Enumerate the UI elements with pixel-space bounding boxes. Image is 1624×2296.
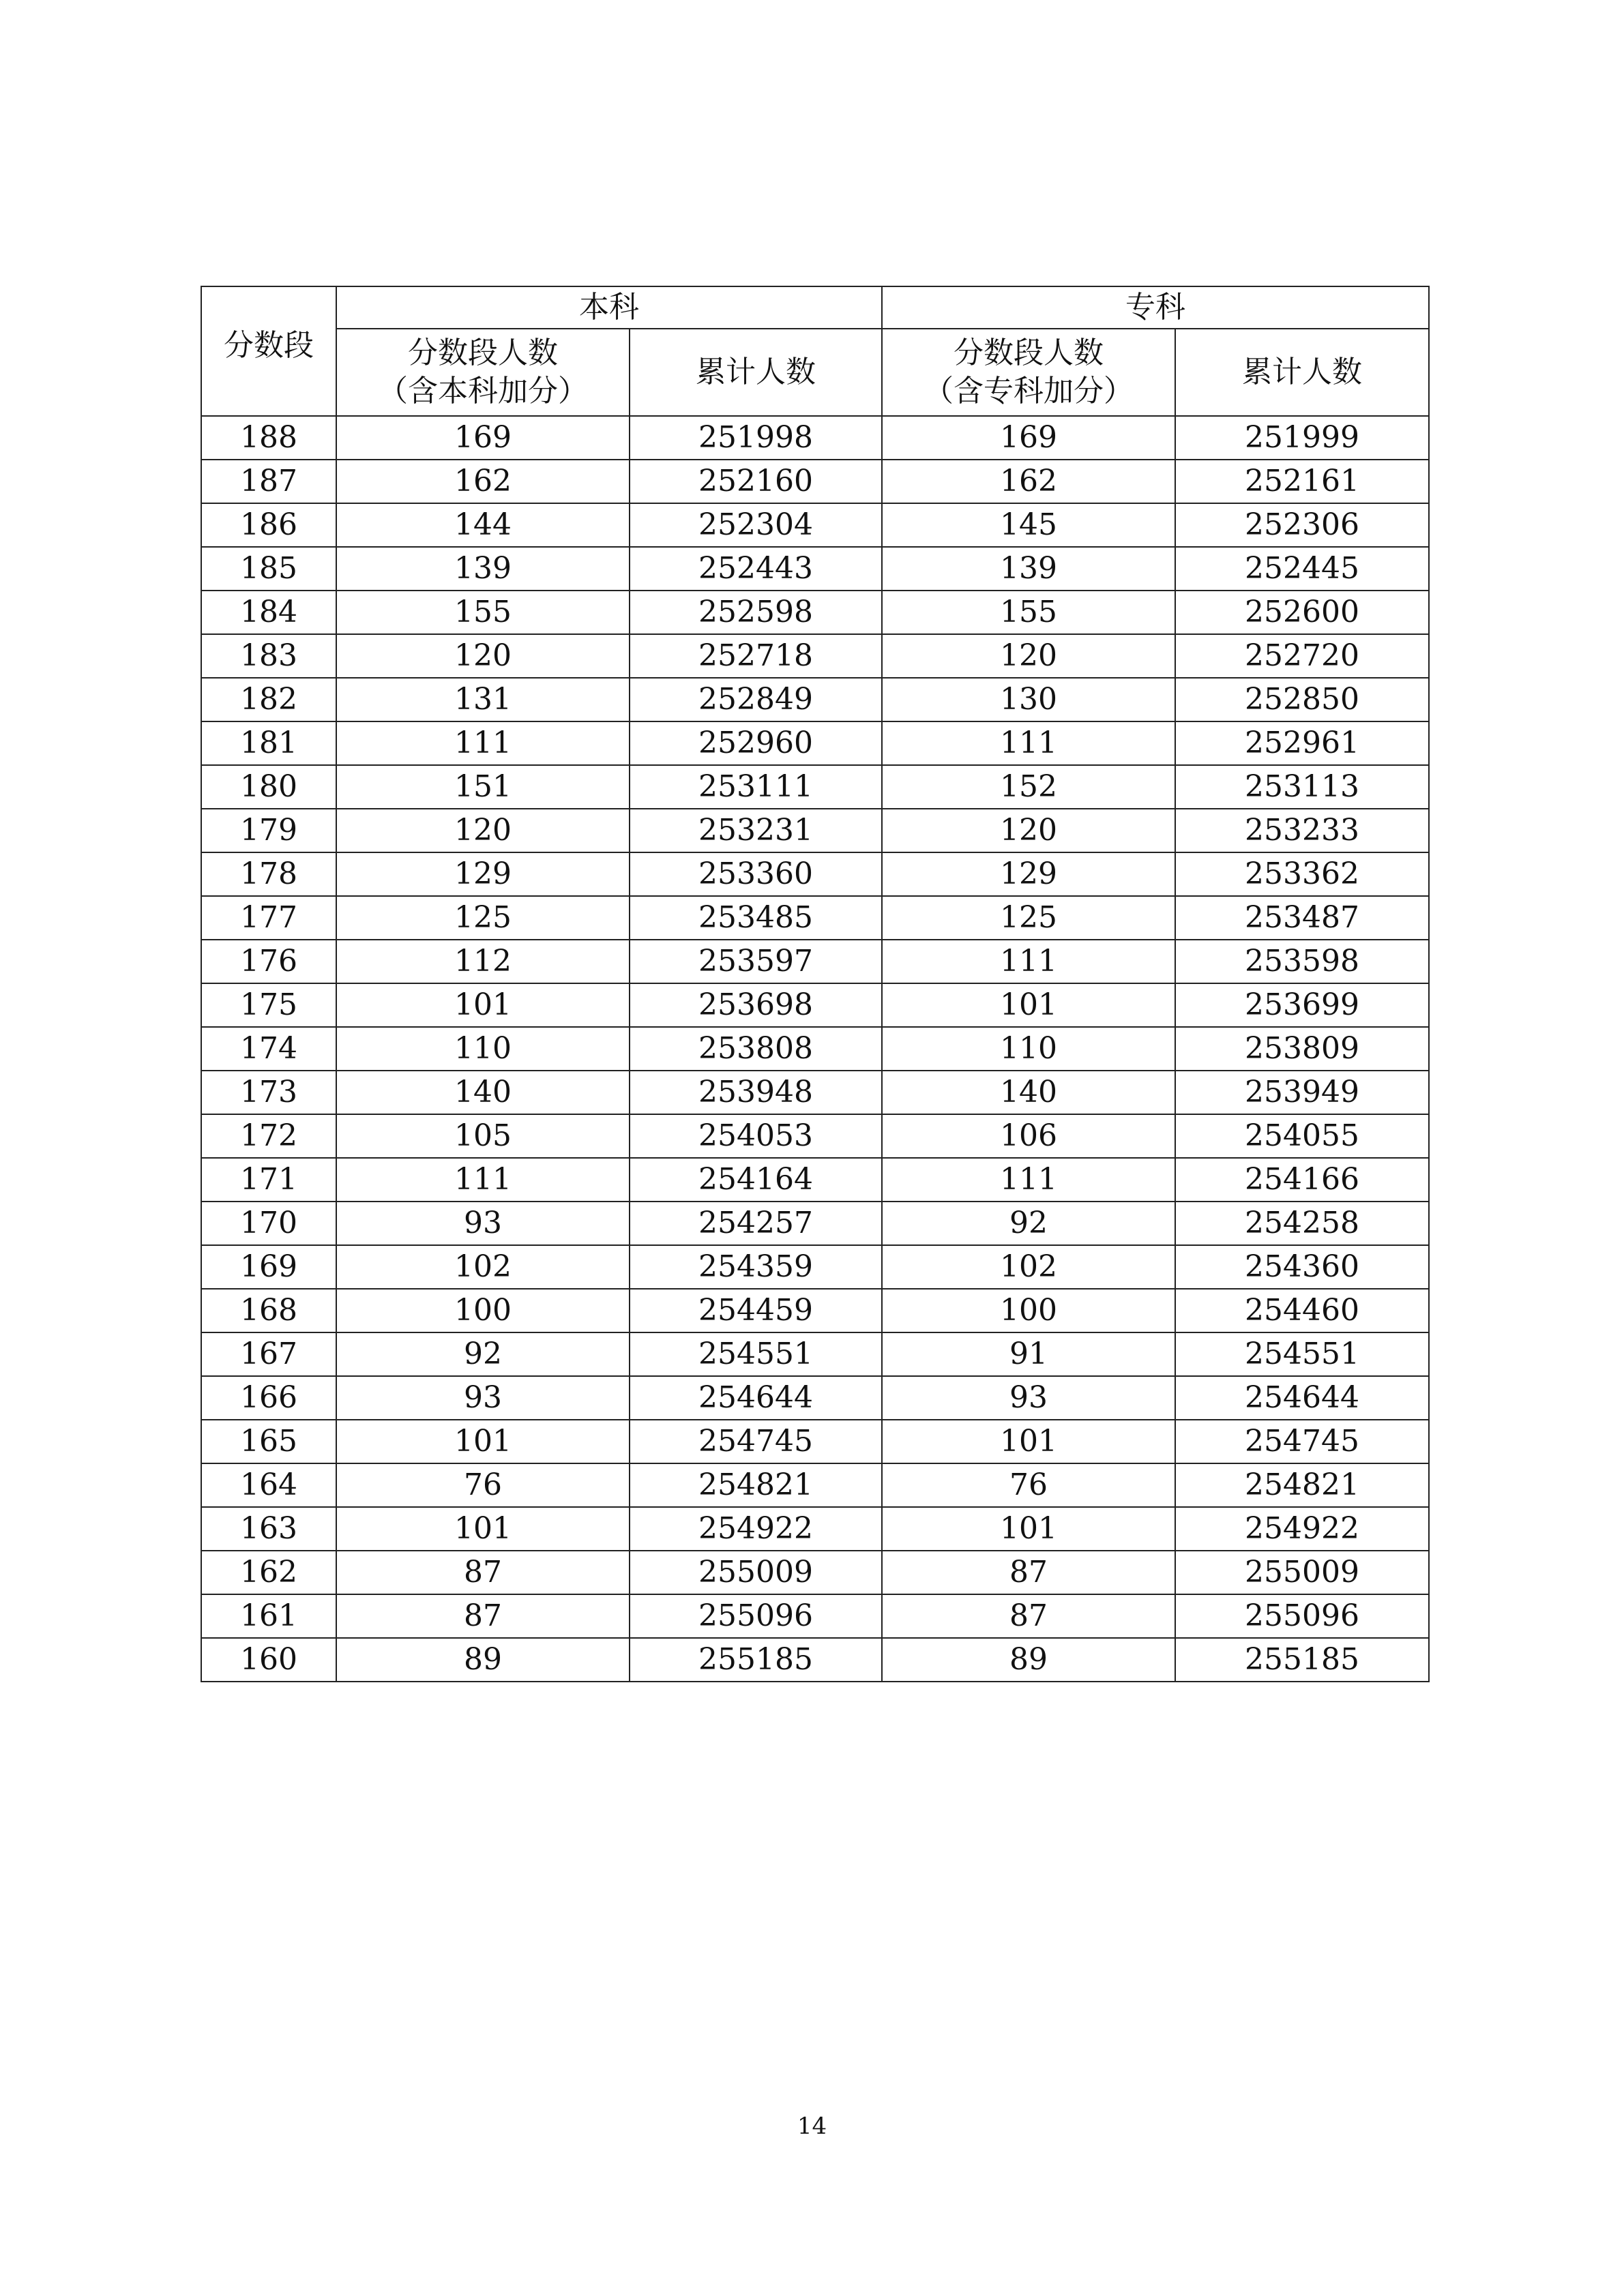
- zhuanke-count-cell: 111: [882, 1158, 1175, 1202]
- benke-count-cell: 140: [336, 1071, 630, 1114]
- score-cell: 177: [201, 896, 336, 940]
- benke-count-cell: 92: [336, 1332, 630, 1376]
- score-cell: 163: [201, 1507, 336, 1551]
- zhuanke-count-cell: 101: [882, 1507, 1175, 1551]
- benke-count-cell: 144: [336, 503, 630, 547]
- zhuanke-cumulative-cell: 254922: [1175, 1507, 1429, 1551]
- zhuanke-count-cell: 110: [882, 1027, 1175, 1071]
- benke-count-cell: 112: [336, 940, 630, 983]
- table-row: [201, 503, 1429, 547]
- benke-cumulative-cell: 253360: [630, 852, 882, 896]
- page-number: 14: [797, 2113, 827, 2140]
- zhuanke-cumulative-cell: 253487: [1175, 896, 1429, 940]
- benke-cumulative-cell: 254745: [630, 1420, 882, 1463]
- benke-cumulative-cell: 252849: [630, 678, 882, 721]
- score-cell: 173: [201, 1071, 336, 1114]
- zhuanke-cumulative-cell: 254551: [1175, 1332, 1429, 1376]
- benke-cumulative-cell: 252960: [630, 721, 882, 765]
- zhuanke-count-cell: 145: [882, 503, 1175, 547]
- table-row: [201, 721, 1429, 765]
- table-row: [201, 1551, 1429, 1594]
- score-cell: 175: [201, 983, 336, 1027]
- zhuanke-cumulative-cell: 253233: [1175, 809, 1429, 852]
- zhuanke-count-cell: 120: [882, 634, 1175, 678]
- table-row: [201, 896, 1429, 940]
- table-row: [201, 1376, 1429, 1420]
- score-cell: 160: [201, 1638, 336, 1682]
- benke-cumulative-cell: 254257: [630, 1202, 882, 1245]
- header-zhuanke-count-line2: （含专科加分）: [924, 374, 1134, 408]
- benke-cumulative-cell: 255009: [630, 1551, 882, 1594]
- benke-cumulative-cell: 254053: [630, 1114, 882, 1158]
- benke-cumulative-cell: 254459: [630, 1289, 882, 1332]
- benke-count-cell: 87: [336, 1594, 630, 1638]
- benke-count-cell: 87: [336, 1551, 630, 1594]
- zhuanke-count-cell: 101: [882, 983, 1175, 1027]
- table-row: [201, 1202, 1429, 1245]
- benke-count-cell: 125: [336, 896, 630, 940]
- table-row: [201, 852, 1429, 896]
- zhuanke-cumulative-cell: 252850: [1175, 678, 1429, 721]
- zhuanke-cumulative-cell: 254360: [1175, 1245, 1429, 1289]
- zhuanke-cumulative-cell: 254821: [1175, 1463, 1429, 1507]
- score-cell: 181: [201, 721, 336, 765]
- zhuanke-count-cell: 155: [882, 591, 1175, 634]
- score-cell: 167: [201, 1332, 336, 1376]
- benke-count-cell: 151: [336, 765, 630, 809]
- zhuanke-count-cell: 87: [882, 1551, 1175, 1594]
- score-cell: 178: [201, 852, 336, 896]
- zhuanke-cumulative-cell: 253949: [1175, 1071, 1429, 1114]
- score-cell: 169: [201, 1245, 336, 1289]
- benke-count-cell: 111: [336, 1158, 630, 1202]
- header-benke-count-line1: 分数段人数: [408, 336, 558, 370]
- benke-cumulative-cell: 253231: [630, 809, 882, 852]
- benke-cumulative-cell: 255096: [630, 1594, 882, 1638]
- table-row: [201, 809, 1429, 852]
- zhuanke-cumulative-cell: 254460: [1175, 1289, 1429, 1332]
- header-zhuanke-count-line1: 分数段人数: [954, 336, 1104, 370]
- table-row: [201, 1114, 1429, 1158]
- zhuanke-cumulative-cell: 253809: [1175, 1027, 1429, 1071]
- zhuanke-cumulative-cell: 255009: [1175, 1551, 1429, 1594]
- score-cell: 187: [201, 460, 336, 503]
- benke-cumulative-cell: 254821: [630, 1463, 882, 1507]
- zhuanke-count-cell: 125: [882, 896, 1175, 940]
- header-row-1: [201, 286, 1429, 329]
- table-row: [201, 591, 1429, 634]
- zhuanke-count-cell: 169: [882, 416, 1175, 460]
- table-row: [201, 1289, 1429, 1332]
- zhuanke-cumulative-cell: 253699: [1175, 983, 1429, 1027]
- table-row: [201, 1158, 1429, 1202]
- zhuanke-cumulative-cell: 252720: [1175, 634, 1429, 678]
- header-zhuanke: 专科: [882, 286, 1429, 329]
- zhuanke-cumulative-cell: 251999: [1175, 416, 1429, 460]
- score-cell: 174: [201, 1027, 336, 1071]
- table-row: [201, 765, 1429, 809]
- table-body: [201, 416, 1429, 1682]
- zhuanke-cumulative-cell: 252600: [1175, 591, 1429, 634]
- table-row: [201, 940, 1429, 983]
- header-score-column: 分数段: [201, 286, 336, 416]
- benke-count-cell: 105: [336, 1114, 630, 1158]
- table-row: [201, 1071, 1429, 1114]
- zhuanke-cumulative-cell: 253113: [1175, 765, 1429, 809]
- benke-count-cell: 162: [336, 460, 630, 503]
- benke-cumulative-cell: 253597: [630, 940, 882, 983]
- score-cell: 162: [201, 1551, 336, 1594]
- zhuanke-cumulative-cell: 252306: [1175, 503, 1429, 547]
- zhuanke-count-cell: 152: [882, 765, 1175, 809]
- zhuanke-count-cell: 162: [882, 460, 1175, 503]
- benke-cumulative-cell: 255185: [630, 1638, 882, 1682]
- table-row: [201, 1507, 1429, 1551]
- benke-cumulative-cell: 253698: [630, 983, 882, 1027]
- score-cell: 186: [201, 503, 336, 547]
- benke-count-cell: 120: [336, 809, 630, 852]
- benke-count-cell: 100: [336, 1289, 630, 1332]
- table-row: [201, 1638, 1429, 1682]
- header-row-2: [201, 329, 1429, 416]
- benke-cumulative-cell: 252304: [630, 503, 882, 547]
- score-cell: 168: [201, 1289, 336, 1332]
- zhuanke-count-cell: 101: [882, 1420, 1175, 1463]
- zhuanke-cumulative-cell: 252445: [1175, 547, 1429, 591]
- zhuanke-cumulative-cell: 254166: [1175, 1158, 1429, 1202]
- score-cell: 182: [201, 678, 336, 721]
- zhuanke-cumulative-cell: 253598: [1175, 940, 1429, 983]
- score-cell: 165: [201, 1420, 336, 1463]
- header-zhuanke-cumulative: 累计人数: [1175, 329, 1429, 416]
- benke-count-cell: 110: [336, 1027, 630, 1071]
- table-row: [201, 1027, 1429, 1071]
- score-cell: 188: [201, 416, 336, 460]
- table-row: [201, 634, 1429, 678]
- score-cell: 179: [201, 809, 336, 852]
- score-cell: 172: [201, 1114, 336, 1158]
- benke-count-cell: 169: [336, 416, 630, 460]
- benke-count-cell: 111: [336, 721, 630, 765]
- benke-cumulative-cell: 252598: [630, 591, 882, 634]
- table-row: [201, 416, 1429, 460]
- table-row: [201, 547, 1429, 591]
- header-benke-count: [336, 329, 630, 416]
- header-benke-cumulative: 累计人数: [630, 329, 882, 416]
- zhuanke-count-cell: 120: [882, 809, 1175, 852]
- zhuanke-cumulative-cell: 254258: [1175, 1202, 1429, 1245]
- benke-cumulative-cell: 252718: [630, 634, 882, 678]
- score-cell: 180: [201, 765, 336, 809]
- benke-cumulative-cell: 253111: [630, 765, 882, 809]
- benke-cumulative-cell: 254164: [630, 1158, 882, 1202]
- zhuanke-count-cell: 111: [882, 721, 1175, 765]
- table-row: [201, 1463, 1429, 1507]
- zhuanke-count-cell: 102: [882, 1245, 1175, 1289]
- zhuanke-count-cell: 106: [882, 1114, 1175, 1158]
- zhuanke-cumulative-cell: 252961: [1175, 721, 1429, 765]
- zhuanke-cumulative-cell: 252161: [1175, 460, 1429, 503]
- benke-cumulative-cell: 253485: [630, 896, 882, 940]
- header-benke: 本科: [336, 286, 882, 329]
- benke-cumulative-cell: 254644: [630, 1376, 882, 1420]
- score-cell: 161: [201, 1594, 336, 1638]
- benke-cumulative-cell: 254551: [630, 1332, 882, 1376]
- benke-cumulative-cell: 253808: [630, 1027, 882, 1071]
- table-row: [201, 1420, 1429, 1463]
- zhuanke-count-cell: 93: [882, 1376, 1175, 1420]
- score-cell: 164: [201, 1463, 336, 1507]
- benke-count-cell: 139: [336, 547, 630, 591]
- benke-count-cell: 93: [336, 1202, 630, 1245]
- benke-count-cell: 131: [336, 678, 630, 721]
- benke-cumulative-cell: 254359: [630, 1245, 882, 1289]
- benke-count-cell: 93: [336, 1376, 630, 1420]
- zhuanke-cumulative-cell: 253362: [1175, 852, 1429, 896]
- benke-count-cell: 120: [336, 634, 630, 678]
- benke-cumulative-cell: 253948: [630, 1071, 882, 1114]
- zhuanke-count-cell: 92: [882, 1202, 1175, 1245]
- score-cell: 184: [201, 591, 336, 634]
- benke-count-cell: 101: [336, 983, 630, 1027]
- benke-count-cell: 76: [336, 1463, 630, 1507]
- zhuanke-count-cell: 140: [882, 1071, 1175, 1114]
- zhuanke-count-cell: 76: [882, 1463, 1175, 1507]
- zhuanke-count-cell: 111: [882, 940, 1175, 983]
- table-row: [201, 1245, 1429, 1289]
- score-cell: 183: [201, 634, 336, 678]
- zhuanke-cumulative-cell: 254745: [1175, 1420, 1429, 1463]
- benke-cumulative-cell: 254922: [630, 1507, 882, 1551]
- benke-cumulative-cell: 252443: [630, 547, 882, 591]
- score-cell: 170: [201, 1202, 336, 1245]
- zhuanke-cumulative-cell: 254055: [1175, 1114, 1429, 1158]
- zhuanke-count-cell: 130: [882, 678, 1175, 721]
- benke-count-cell: 155: [336, 591, 630, 634]
- benke-count-cell: 129: [336, 852, 630, 896]
- benke-count-cell: 102: [336, 1245, 630, 1289]
- score-cell: 185: [201, 547, 336, 591]
- table-row: [201, 460, 1429, 503]
- zhuanke-cumulative-cell: 255185: [1175, 1638, 1429, 1682]
- score-distribution-table: [201, 286, 1430, 1682]
- benke-count-cell: 89: [336, 1638, 630, 1682]
- score-cell: 166: [201, 1376, 336, 1420]
- benke-count-cell: 101: [336, 1420, 630, 1463]
- score-cell: 171: [201, 1158, 336, 1202]
- zhuanke-count-cell: 87: [882, 1594, 1175, 1638]
- benke-cumulative-cell: 252160: [630, 460, 882, 503]
- zhuanke-count-cell: 129: [882, 852, 1175, 896]
- zhuanke-count-cell: 91: [882, 1332, 1175, 1376]
- table-row: [201, 678, 1429, 721]
- zhuanke-count-cell: 139: [882, 547, 1175, 591]
- zhuanke-count-cell: 100: [882, 1289, 1175, 1332]
- zhuanke-cumulative-cell: 255096: [1175, 1594, 1429, 1638]
- zhuanke-count-cell: 89: [882, 1638, 1175, 1682]
- table-row: [201, 983, 1429, 1027]
- table-row: [201, 1332, 1429, 1376]
- score-cell: 176: [201, 940, 336, 983]
- benke-cumulative-cell: 251998: [630, 416, 882, 460]
- table-row: [201, 1594, 1429, 1638]
- header-benke-count-line2: （含本科加分）: [378, 374, 588, 408]
- zhuanke-cumulative-cell: 254644: [1175, 1376, 1429, 1420]
- benke-count-cell: 101: [336, 1507, 630, 1551]
- header-zhuanke-count: [882, 329, 1175, 416]
